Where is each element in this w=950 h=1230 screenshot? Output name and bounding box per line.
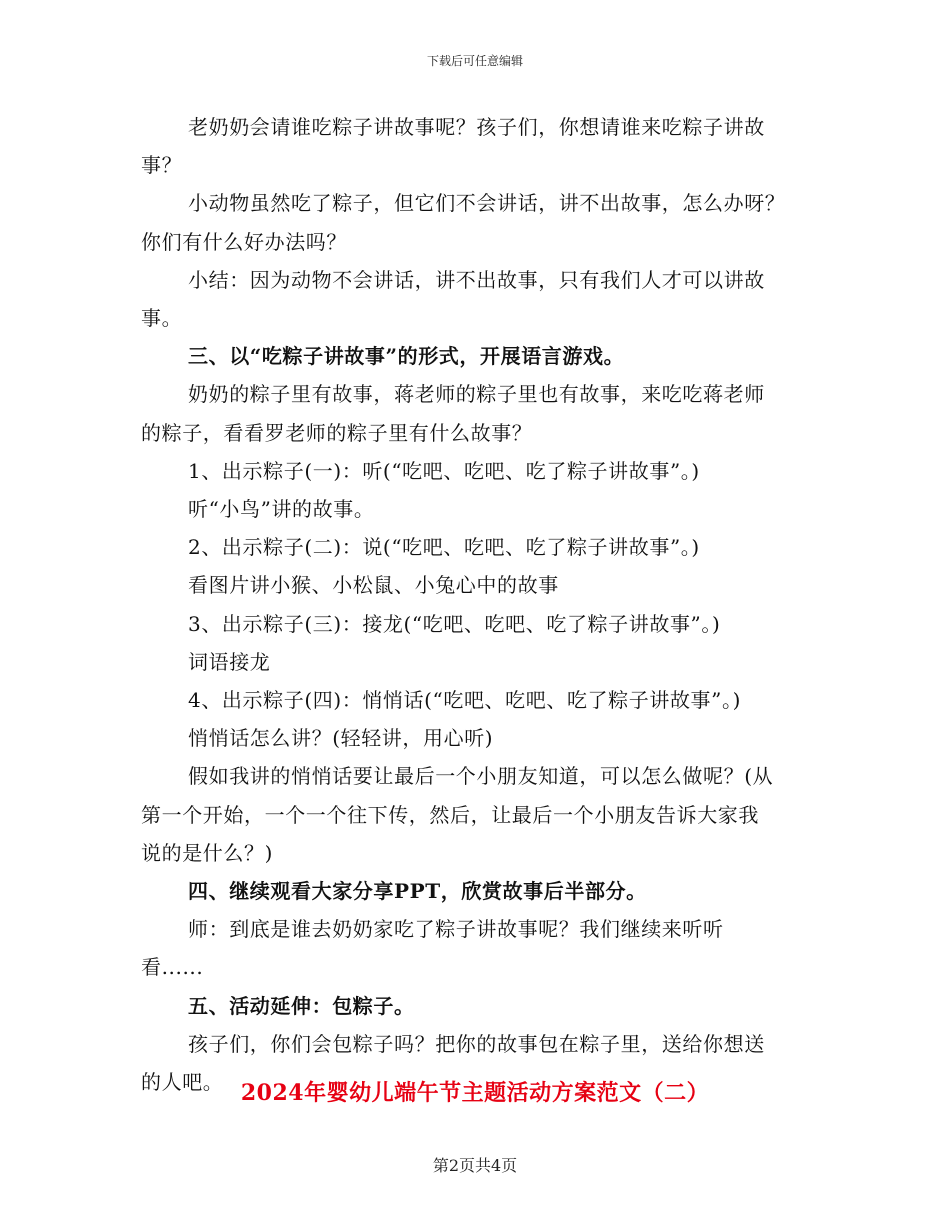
text-line: 你们有什么好办法吗？ (141, 229, 347, 254)
text-line: 2、出示粽子(二)：说(“吃吧、吃吧、吃了粽子讲故事”。) (188, 535, 700, 560)
text-line: 听“小鸟”讲的故事。 (188, 497, 375, 521)
text-line: 师：到底是谁去奶奶家吃了粽子讲故事呢？我们继续来听听 (188, 917, 724, 942)
text-line: 3、出示粽子(三)：接龙(“吃吧、吃吧、吃了粽子讲故事”。) (188, 611, 721, 636)
text-line: 第一个开始，一个一个往下传，然后，让最后一个小朋友告诉大家我 (141, 802, 759, 827)
text-line: 孩子们，你们会包粽子吗？把你的故事包在粽子里，送给你想送 (188, 1031, 765, 1056)
text-line: 说的是什么？) (141, 840, 274, 865)
text-line: 小动物虽然吃了粽子，但它们不会讲话，讲不出故事，怎么办呀？ (188, 191, 786, 216)
text-line: 奶奶的粽子里有故事，蒋老师的粽子里也有故事，来吃吃蒋老师 (188, 382, 765, 407)
text-line: 小结：因为动物不会讲话，讲不出故事，只有我们人才可以讲故 (188, 267, 765, 292)
section-title: 2024年婴幼儿端午节主题活动方案范文（二） (240, 1080, 710, 1106)
section-heading: 三、以“吃粽子讲故事”的形式，开展语言游戏。 (188, 344, 625, 369)
text-line: 悄悄话怎么讲？(轻轻讲，用心听) (188, 726, 494, 751)
text-line: 的粽子，看看罗老师的粽子里有什么故事？ (141, 420, 533, 445)
text-line: 事。 (141, 306, 183, 330)
section-heading: 五、活动延伸：包粽子。 (188, 993, 415, 1018)
text-line: 老奶奶会请谁吃粽子讲故事呢？孩子们，你想请谁来吃粽子讲故 (188, 115, 765, 139)
text-line: 看图片讲小猴、小松鼠、小兔心中的故事 (188, 573, 559, 598)
text-line: 假如我讲的悄悄话要让最后一个小朋友知道，可以怎么做呢？(从 (188, 764, 774, 789)
text-line: 1、出示粽子(一)：听(“吃吧、吃吧、吃了粽子讲故事”。) (188, 458, 700, 483)
text-line: 的人吧。 (141, 1070, 224, 1094)
text-line: 词语接龙 (188, 649, 271, 674)
section-heading: 四、继续观看大家分享PPT，欣赏故事后半部分。 (188, 879, 647, 903)
text-line: 事？ (141, 153, 183, 178)
page-footer: 第2页共4页 (432, 1156, 518, 1175)
page-header: 下载后可任意编辑 (426, 54, 523, 68)
text-line: 4、出示粽子(四)：悄悄话(“吃吧、吃吧、吃了粽子讲故事”。) (188, 688, 741, 712)
text-line: 看...... (141, 955, 204, 980)
